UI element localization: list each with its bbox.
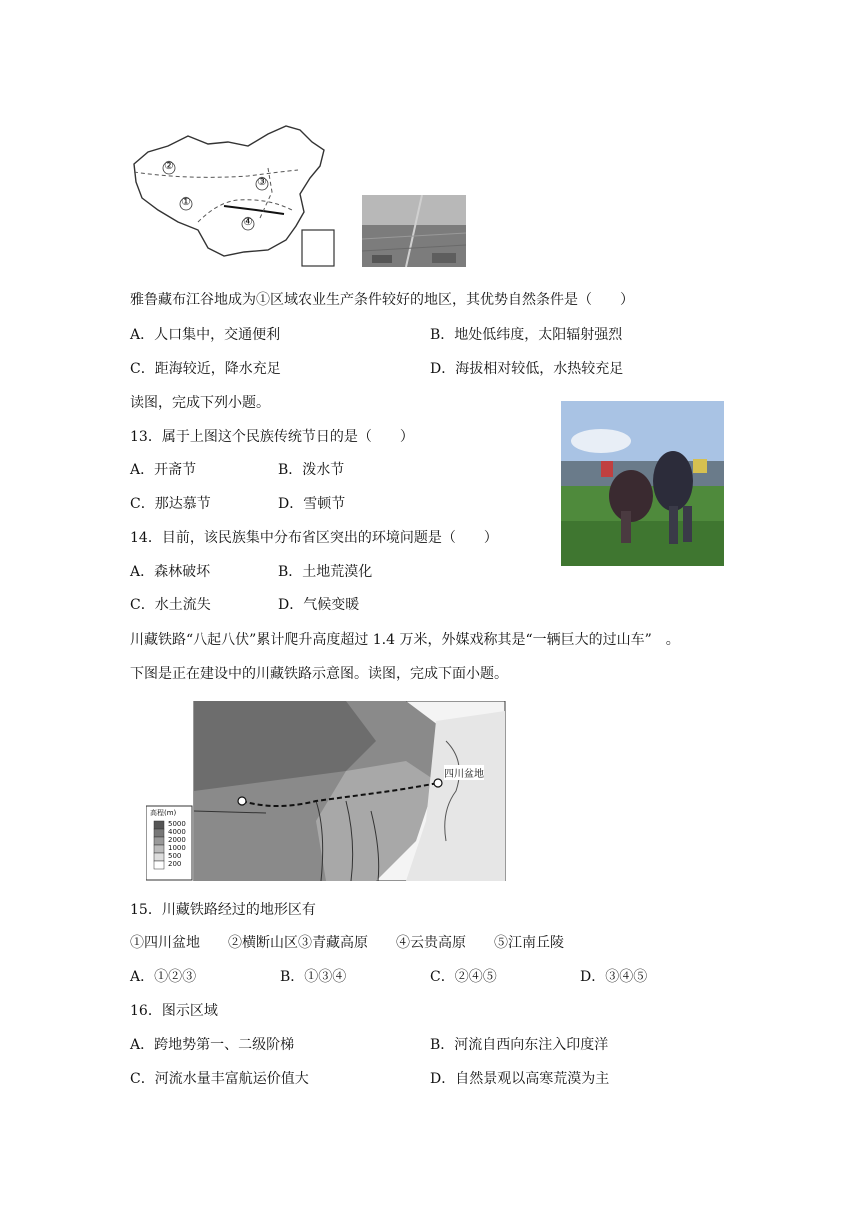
q15-option-a: A．①②③ [130, 969, 197, 985]
legend-value-500: 500 [168, 852, 182, 860]
q15-option-b: B．①③④ [280, 969, 347, 985]
q13-option-d: D．雪顿节 [278, 496, 346, 512]
intro-15-16-line1: 川藏铁路“八起八伏”累计爬升高度超过 1.4 万米，外媒戏称其是“一辆巨大的过山车” 。 [130, 632, 680, 648]
q14-stem: 14．目前，该民族集中分布省区突出的环境问题是（ ） [130, 530, 498, 546]
q13-option-a: A．开斋节 [130, 462, 197, 478]
china-outline-map [128, 122, 344, 272]
q13-option-c: C．那达慕节 [130, 496, 211, 512]
map-label-2: ② [164, 159, 174, 172]
q14-option-a: A．森林破坏 [130, 564, 211, 580]
q13-option-b: B．泼水节 [278, 462, 345, 478]
q16-stem: 16．图示区域 [130, 1003, 218, 1019]
q15-stem: 15．川藏铁路经过的地形区有 [130, 902, 316, 918]
q15-items: ①四川盆地 ②横断山区③青藏高原 ④云贵高原 ⑤江南丘陵 [130, 935, 564, 951]
sichuan-tibet-railway-map [146, 701, 506, 881]
q15-option-c: C．②④⑤ [430, 969, 497, 985]
legend-value-200: 200 [168, 860, 182, 868]
intro-15-16-line2: 下图是正在建设中的川藏铁路示意图。读图，完成下面小题。 [130, 666, 508, 682]
q16-option-b: B．河流自西向东注入印度洋 [430, 1037, 609, 1053]
q16-option-d: D．自然景观以高寒荒漠为主 [430, 1071, 610, 1087]
q13-stem: 13．属于上图这个民族传统节日的是（ ） [130, 429, 414, 445]
q12-option-b: B．地处低纬度，太阳辐射强烈 [430, 327, 623, 343]
map-label-4: ④ [243, 215, 253, 228]
intro-13-14: 读图，完成下列小题。 [130, 395, 270, 411]
q12-stem: 雅鲁藏布江谷地成为①区域农业生产条件较好的地区，其优势自然条件是（ ） [130, 292, 634, 308]
q12-option-a: A．人口集中，交通便利 [130, 327, 281, 343]
legend-title: 高程(m) [150, 809, 177, 817]
q14-option-c: C．水土流失 [130, 597, 211, 613]
q16-option-c: C．河流水量丰富航运价值大 [130, 1071, 309, 1087]
q12-option-d: D．海拔相对较低，水热较充足 [430, 361, 624, 377]
legend-value-5000: 5000 [168, 820, 186, 828]
q15-option-d: D．③④⑤ [580, 969, 648, 985]
legend-value-1000: 1000 [168, 844, 186, 852]
festival-wrestling-photo [561, 401, 724, 566]
q12-option-c: C．距海较近，降水充足 [130, 361, 281, 377]
map-label-3: ③ [257, 175, 267, 188]
map-label-1: ① [181, 195, 191, 208]
q14-option-d: D．气候变暖 [278, 597, 360, 613]
map-label-sichuan-basin: 四川盆地 [444, 765, 484, 780]
legend-value-2000: 2000 [168, 836, 186, 844]
q14-option-b: B．土地荒漠化 [278, 564, 373, 580]
q16-option-a: A．跨地势第一、二级阶梯 [130, 1037, 295, 1053]
aerial-farmland-photo [362, 195, 466, 267]
legend-value-4000: 4000 [168, 828, 186, 836]
